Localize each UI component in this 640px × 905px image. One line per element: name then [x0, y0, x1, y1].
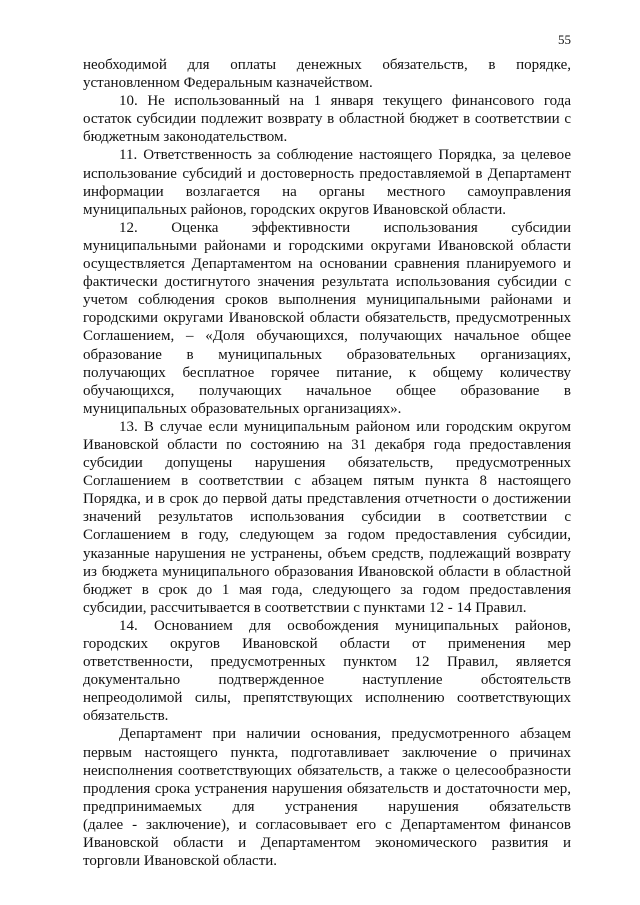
- text-line: фактически достигнутого значения результата использования субсидии с: [83, 274, 571, 291]
- text-line: указанные нарушения не устранены, объем средств, подлежащий возврату: [83, 545, 571, 562]
- paragraph: [83, 146, 571, 218]
- paragraph: [83, 92, 571, 146]
- text-line: Ивановской области и Департаментом экономического развития и: [83, 835, 571, 852]
- text-line: значений результатов использования субсидии в соответствии с: [83, 509, 571, 526]
- text-line: получающих бесплатное горячее питание, к общему количеству: [83, 364, 571, 381]
- text-line: обучающихся, получающих начальное общее образование в: [83, 382, 571, 399]
- paragraph: [83, 418, 571, 617]
- text-line: Порядка, и в срок до первой даты представления отчетности о достижении: [83, 491, 571, 508]
- paragraph: [83, 725, 571, 870]
- text-line: муниципальных районов, городских округов Ивановской области.: [83, 201, 507, 218]
- text-line: городских округов Ивановской области от применения мер: [83, 636, 571, 652]
- text-line: первым настоящего пункта, подготавливает заключение о причинах: [83, 744, 571, 761]
- text-line: Соглашением, – «Доля обучающихся, получающих начальное общее: [83, 328, 571, 345]
- text-line: торговли Ивановской области.: [83, 853, 278, 870]
- text-line: информации возлагается на органы местного самоуправления: [83, 183, 571, 200]
- text-line: из бюджета муниципального образования Ивановской области в областной: [83, 563, 571, 580]
- text-line: Департамент при наличии основания, предусмотренного абзацем: [119, 726, 571, 743]
- text-line: Соглашением в году, следующем за годом предоставления субсидии,: [83, 527, 571, 544]
- text-line: документально подтвержденное наступление обстоятельств: [83, 672, 571, 689]
- text-line: (далее - заключение), и согласовывает его с Департаментом финансов: [83, 816, 571, 833]
- text-line: неисполнения соответствующих обязательств, а также о целесообразности: [83, 762, 571, 779]
- text-line: предпринимаемых для устранения нарушения обязательств: [83, 798, 571, 815]
- text-line: обязательств.: [83, 708, 169, 725]
- text-line: продления срока устранения нарушения обязательств и достаточности мер,: [83, 780, 571, 797]
- paragraph: [83, 219, 571, 418]
- text-line: учетом соблюдения сроков выполнения муниципальными районами и: [83, 292, 571, 309]
- text-line: субсидии допущены нарушения обязательств, предусмотренных: [83, 455, 571, 472]
- paragraph: [83, 617, 571, 726]
- text-line: ответственности, предусмотренных пунктом 12 Правил, является: [83, 654, 571, 671]
- text-line: 12. Оценка эффективности использования субсидии: [119, 219, 571, 236]
- text-line: муниципальными районами и городскими округами Ивановской области: [83, 237, 571, 254]
- text-line: муниципальных образовательных организациях».: [83, 400, 402, 417]
- text-line: 13. В случае если муниципальным районом или городским округом: [119, 418, 571, 435]
- text-line: субсидии, рассчитывается в соответствии с пунктами 12 - 14 Правил.: [83, 599, 527, 616]
- text-line: бюджет в срок до 1 мая года, следующего за годом предоставления: [83, 581, 571, 598]
- text-line: 11. Ответственность за соблюдение настоящего Порядка, за целевое: [119, 147, 571, 164]
- text-line: Ивановской области по состоянию на 31 декабря года предоставления: [83, 436, 571, 453]
- page-number: 55: [558, 32, 571, 47]
- text-line: 10. Не использованный на 1 января текущего финансового года: [119, 93, 571, 110]
- text-line: 14. Основанием для освобождения муниципальных районов,: [119, 617, 571, 634]
- body-text: [83, 56, 571, 870]
- paragraph: [83, 56, 571, 92]
- text-line: городскими округами Ивановской области обязательств, предусмотренных: [83, 310, 571, 327]
- text-line: Соглашением в соответствии с абзацем пятым пункта 8 настоящего: [83, 473, 571, 490]
- text-line: бюджетным законодательством.: [83, 129, 288, 146]
- text-line: непреодолимой силы, препятствующих исполнению соответствующих: [83, 690, 571, 707]
- text-line: установленном Федеральным казначейством.: [83, 75, 373, 92]
- text-line: использование субсидий и достоверность предоставляемой в Департамент: [83, 165, 571, 182]
- text-line: необходимой для оплаты денежных обязательств, в порядке,: [83, 57, 571, 73]
- text-line: остаток субсидии подлежит возврату в областной бюджет в соответствии с: [83, 111, 571, 128]
- text-line: образование в муниципальных образовательных организациях,: [83, 346, 571, 363]
- text-line: осуществляется Департаментом на основании сравнения планируемого и: [83, 256, 571, 273]
